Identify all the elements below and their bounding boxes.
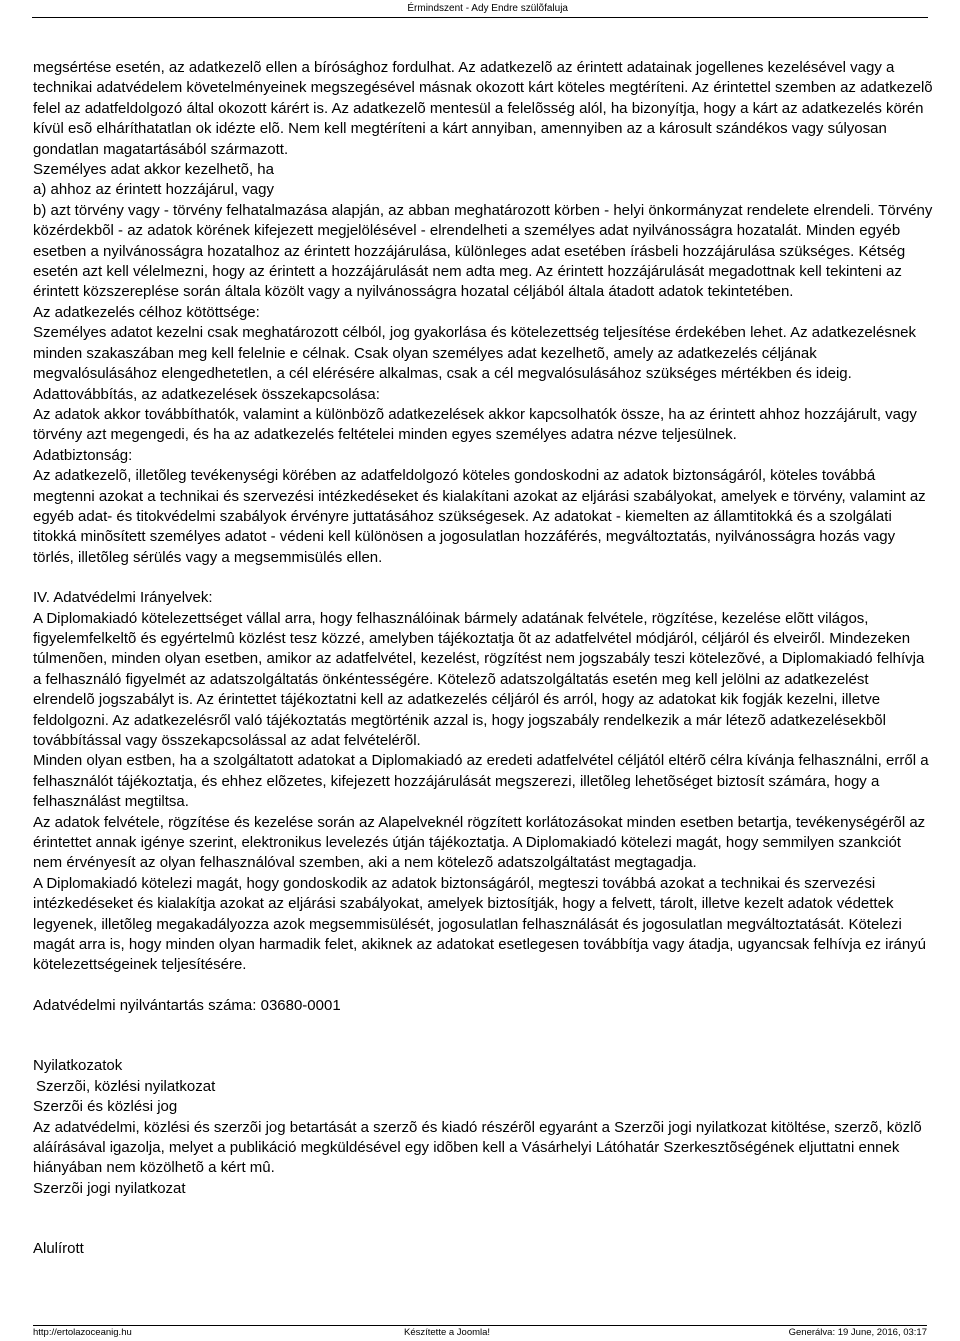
paragraph-guidelines-4: A Diplomakiadó kötelezi magát, hogy gondoskodik az adatok biztonságáról, megteszi továbbá azokat a technikai és szervezési intézkedéseket és kialakítja azokat az eljárási szabályokat, amelyek biztosítják, hogy a felvett, tárolt, illetve kezelt adatok védettek legyenek, illetõleg megakadályozza azok megsemmisülését, jogosulatlan felhasználását és jogosulatlan megváltoztatását. Kötelezi magát arra is, hogy minden olyan harmadik felet, akiknek az adatokat esetlegesen továbbítja vagy átadja, ugyancsak felhívja ez irányú kötelezettségeinek teljesítésére. [33, 874, 927, 974]
paragraph-purpose-limitation: Személyes adatot kezelni csak meghatározott célból, jog gyakorlása és kötelezettség teljesítése érdekében lehet. Az adatkezelésnek minden szakaszában meg kell felelnie e célnak. Csak olyan személyes adat kezelhetõ, amely az adatkezelés céljának megvalósulásához elengedhetetlen, a cél elérésére alkalmas, csak a cél megvalósulásához szükséges mértékben és ideig. [33, 324, 917, 383]
paragraph-undersigned: Alulírott [33, 1240, 84, 1258]
heading-purpose-limitation: Az adatkezelés célhoz kötöttsége: [33, 303, 260, 321]
footer-credit: Készítette a Joomla! [404, 1327, 491, 1338]
document-body [33, 58, 933, 1260]
subheading-author-declaration: Szerzõi, közlési nyilatkozat [36, 1077, 216, 1095]
paragraph-processing-conditions: Személyes adat akkor kezelhetõ, ha [33, 161, 274, 179]
list-item-a: a) ahhoz az érintett hozzájárul, vagy [33, 181, 274, 199]
site-title: Érmindszent - Ady Endre szülõfaluja [407, 3, 568, 14]
header-divider [32, 17, 928, 18]
paragraph-damages: megsértése esetén, az adatkezelõ ellen a bírósághoz fordulhat. Az adatkezelõ az érintett adatainak jogellenes kezelésével vagy a technikai adatvédelem követelményeinek megszegésével másnak okozott kárt köteles megtéríteni. Az érintettel szemben az adatkezelõ felel az adatfeldolgozó által okozott kárért is. Az adatkezelõ mentesül a felelõsség alól, ha bizonyítja, hogy a kárt az adatkezelés körén kívül esõ elháríthatatlan ok idézte elõ. Nem kell megtéríteni a kárt annyiban, amennyiben az a károsult szándékos vagy súlyosan gondatlan magatartásából származott. [33, 59, 933, 158]
footer-url-link[interactable]: http://ertolazoceanig.hu [33, 1327, 132, 1338]
heading-data-security: Adatbiztonság: [33, 446, 133, 464]
heading-declarations: Nyilatkozatok [33, 1057, 123, 1075]
paragraph-guidelines-2: Minden olyan estben, ha a szolgáltatott adatokat a Diplomakiadó az eredeti adatfelvétel céljától eltérõ célra kívánja felhasználni, erről a felhasználót tájékoztatja, és ehhez elõzetes, kifejezett hozzájárulását megszerezi, illetõleg lehetõséget biztosít számára, hogy a felhasználást megtiltsa. [33, 752, 929, 811]
paragraph-guidelines-3: Az adatok felvétele, rögzítése és kezelése során az Alapelveknél rögzített korlátozásokat minden esetben betartja, tevékenységérõl az érintettet annak igénye szerint, elektronikus levelezés útján tájékoztatja. A Diplomakiadó kötelezi magát, hogy semmilyen szankciót nem érvényesít az olyan felhasználóval szemben, aki a nem kötelezõ adatszolgáltatást megtagadja. [33, 813, 926, 872]
footer-divider [33, 1325, 927, 1326]
heading-copyright-declaration: Szerzõi jogi nyilatkozat [33, 1179, 186, 1197]
heading-data-transfer: Adattovábbítás, az adatkezelések összekapcsolása: [33, 385, 380, 403]
heading-copyright: Szerzõi és közlési jog [33, 1098, 178, 1116]
footer-generated-date: Generálva: 19 June, 2016, 03:17 [788, 1327, 927, 1338]
page-header [0, 3, 960, 17]
paragraph-data-transfer: Az adatok akkor továbbíthatók, valamint a különbözõ adatkezelések akkor kapcsolhatók össze, ha az érintett ahhoz hozzájárult, vagy törvény azt megengedi, és ha az adatkezelés feltételei minden egyes személyes adatra nézve teljesülnek. [33, 405, 917, 444]
section-heading-privacy-guidelines: IV. Adatvédelmi Irányelvek: [33, 589, 213, 607]
paragraph-guidelines-1: A Diplomakiadó kötelezettséget vállal arra, hogy felhasználóinak bármely adatának felvétele, rögzítése, kezelése elõtt világos, figyelemfelkeltõ és egyértelmû közlést tesz közzé, amelyben tájékoztatja õt az adatfelvétel módjáról, céljáról és elveiről. Mindezeken túlmenõen, minden olyan esetben, amikor az adatfelvétel, kezelést, rögzítést nem jogszabály teszi kötelezõvé, a Diplomakiadó felhívja a felhasználó figyelmét az adatszolgáltatás önkéntességére. Kötelezõ adatszolgáltatás esetén meg kell jelölni az adatkezelést elrendelõ jogszabályt is. Az érintettet tájékoztatni kell az adatkezelés céljáról és arról, hogy az adatokat kik fogják kezelni, illetve feldolgozni. Az adatkezelésről való tájékoztatás megtörténik azzal is, hogy jogszabály rendelkezik a már létezõ adatkezelésekbõl továbbítással vagy összekapcsolással az adat felvételérõl. [33, 609, 925, 749]
list-item-b: b) azt törvény vagy - törvény felhatalmazása alapján, az abban meghatározott körben - helyi önkormányzat rendelete elrendeli. Törvény közérdekbõl - az adatok körének kifejezett megjelölésével - elrendelheti a személyes adat nyilvánosságra hozatalát. Minden egyéb esetben a nyilvánosságra hozatalhoz az érintett hozzájárulása, különleges adat esetében írásbeli hozzájárulása szükséges. Kétség esetén azt kell vélelmezni, hogy az érintett a hozzájárulását nem adta meg. Az érintett hozzájárulását megadottnak kell tekinteni az érintett közszereplése során általa közölt vagy a nyilvánosságra hozatal céljából általa átadott adatok tekintetében. [33, 201, 933, 301]
page-footer [33, 1327, 927, 1341]
registry-number: Adatvédelmi nyilvántartás száma: 03680-0001 [33, 996, 341, 1014]
paragraph-data-security: Az adatkezelõ, illetõleg tevékenységi körében az adatfeldolgozó köteles gondoskodni az adatok biztonságáról, köteles továbbá megtenni azokat a technikai és szervezési intézkedéseket és kialakítani azokat az eljárási szabályokat, amelyek e törvény, valamint az egyéb adat- és titokvédelmi szabályok érvényre juttatásához szükségesek. Az adatokat - kiemelten az államtitokká és a szolgálati titokká minõsített személyes adatot - védeni kell különösen a jogosulatlan hozzáférés, megváltoztatás, nyilvánosságra hozás vagy törlés, illetõleg sérülés vagy a megsemmisülés ellen. [33, 467, 926, 566]
paragraph-copyright: Az adatvédelmi, közlési és szerzõi jog betartását a szerzõ és kiadó részérõl egyaránt a Szerzõi jogi nyilatkozat kitöltése, szerzõ, közlõ aláírásával igazolja, melyet a publikáció megküldésével egy idõben kell a Vásárhelyi Látóhatár Szerkesztõségének eljuttatni ennek hiányában nem közölhetõ a kért mû. [33, 1118, 922, 1177]
